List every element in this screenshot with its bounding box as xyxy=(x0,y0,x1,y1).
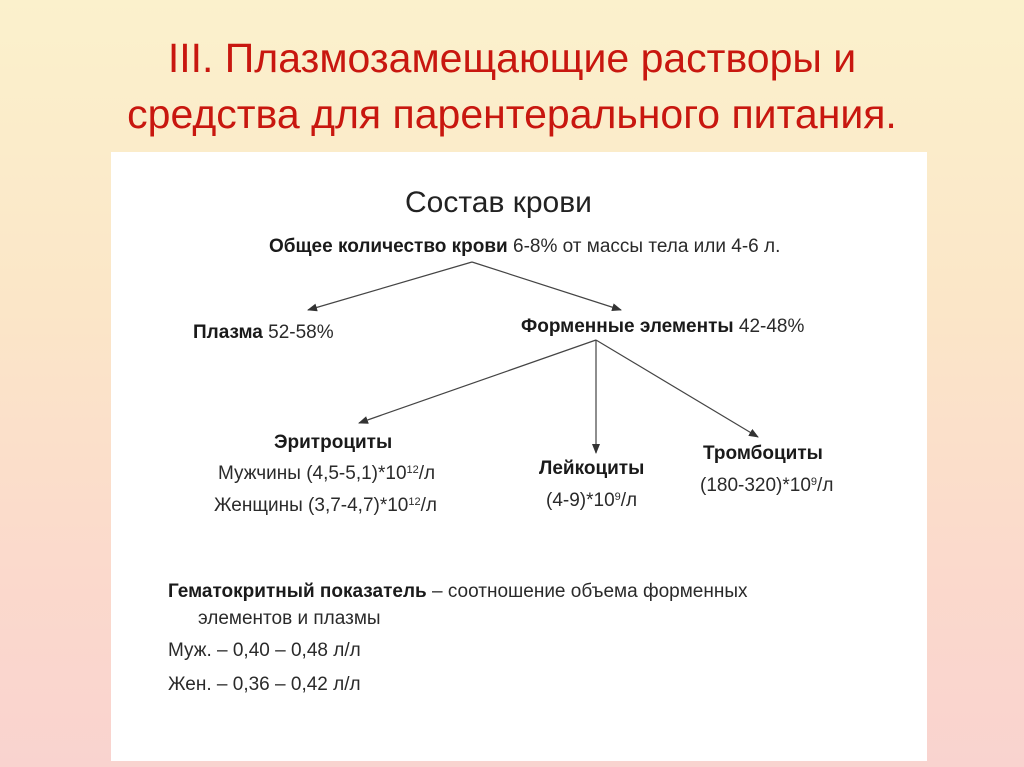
formed-elements-value: 42-48% xyxy=(733,316,805,337)
hematocrit-line xyxy=(168,581,748,603)
platelets-prefix: (180-320)*10 xyxy=(700,475,811,496)
total-blood-value: 6-8% от массы тела или 4-6 л. xyxy=(507,236,781,257)
leukocytes-exponent: 9 xyxy=(614,491,621,503)
arrow-formed-to-erythrocytes xyxy=(359,340,596,423)
erythrocytes-women xyxy=(214,495,437,517)
platelets-suffix: /л xyxy=(817,475,834,496)
leukocytes-label: Лейкоциты xyxy=(539,458,645,479)
erythrocytes-men-prefix: Мужчины (4,5-5,1)*10 xyxy=(218,463,407,484)
arrow-total-to-formed xyxy=(472,262,621,310)
platelets-exponent: 9 xyxy=(810,476,818,488)
erythrocytes-men xyxy=(218,463,435,485)
formed-elements-label: Форменные элементы xyxy=(521,316,734,337)
plasma-label: Плазма xyxy=(193,322,263,343)
arrow-formed-to-platelets xyxy=(596,340,758,437)
plasma-node xyxy=(193,322,334,344)
platelets-label: Тромбоциты xyxy=(703,443,823,464)
erythrocytes-women-prefix: Женщины (3,7-4,7)*10 xyxy=(214,495,409,516)
erythrocytes-men-suffix: /л xyxy=(418,463,436,484)
leukocytes-suffix: /л xyxy=(620,490,638,511)
leukocytes-prefix: (4-9)*10 xyxy=(546,490,615,511)
diagram-panel xyxy=(111,152,927,761)
hematocrit-label: Гематокритный показатель xyxy=(168,581,427,602)
plasma-value: 52-58% xyxy=(262,322,334,343)
hematocrit-desc-1: – соотношение объема форменных xyxy=(426,581,748,602)
hematocrit-desc-2: элементов и плазмы xyxy=(198,608,381,629)
slide-title-line-2: средства для парентерального питания. xyxy=(127,91,897,137)
hematocrit-women: Жен. – 0,36 – 0,42 л/л xyxy=(168,674,361,695)
total-blood-line xyxy=(269,236,780,258)
diagram-heading: Состав крови xyxy=(405,186,592,219)
erythrocytes-women-exponent: 12 xyxy=(408,496,421,508)
platelets-value xyxy=(700,475,833,497)
formed-elements-node xyxy=(521,316,804,338)
arrow-total-to-plasma xyxy=(308,262,472,310)
total-blood-label: Общее количество крови xyxy=(269,236,508,257)
slide-title-line-1: III. Плазмозамещающие растворы и xyxy=(167,35,857,81)
hematocrit-men: Муж. – 0,40 – 0,48 л/л xyxy=(168,640,361,661)
leukocytes-value xyxy=(546,490,637,512)
slide-title xyxy=(0,30,1024,142)
erythrocytes-men-exponent: 12 xyxy=(406,464,419,476)
erythrocytes-women-suffix: /л xyxy=(420,495,438,516)
erythrocytes-label: Эритроциты xyxy=(274,432,393,453)
